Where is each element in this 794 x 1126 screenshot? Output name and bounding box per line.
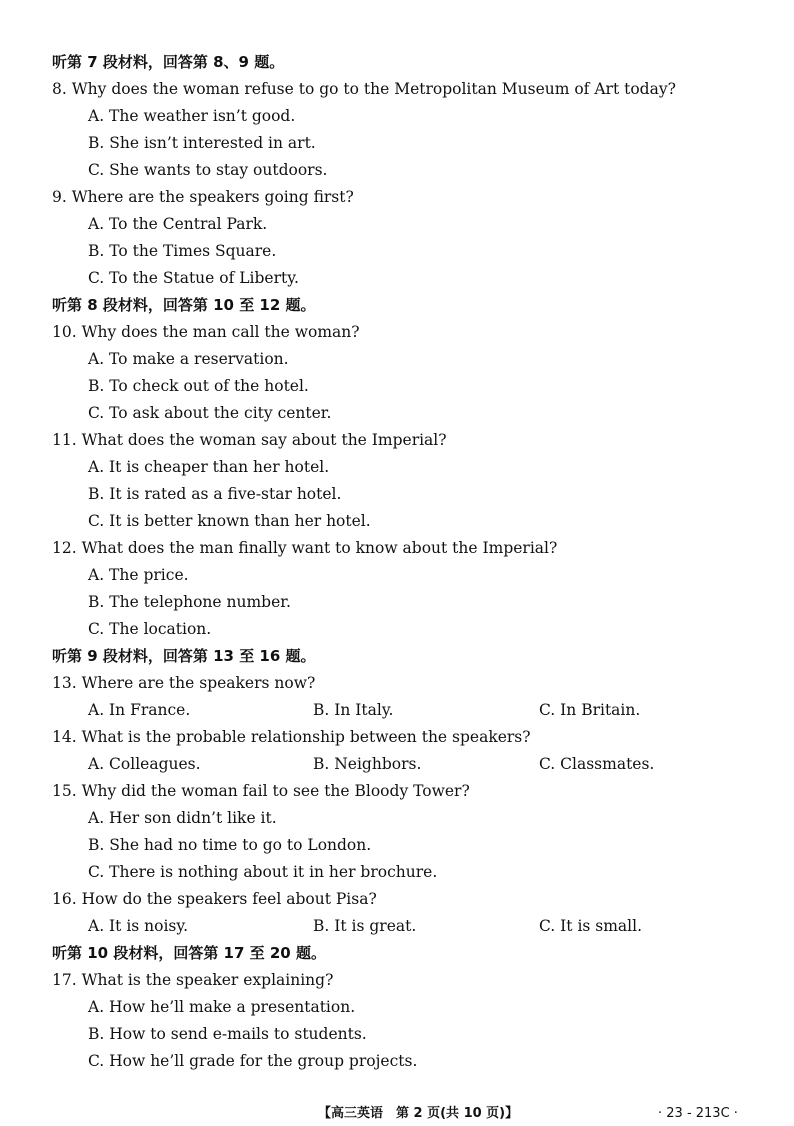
question-17-option-a: A. How he’ll make a presentation. — [88, 998, 356, 1016]
question-9-stem: 9. Where are the speakers going first? — [52, 188, 354, 206]
question-11-stem: 11. What does the woman say about the Imperial? — [52, 431, 447, 449]
question-9-option-b: B. To the Times Square. — [88, 242, 277, 260]
question-15-option-b: B. She had no time to go to London. — [88, 836, 372, 854]
section-heading-9: 听第 9 段材料，回答第 13 至 16 题。 — [52, 647, 316, 665]
question-10-stem: 10. Why does the man call the woman? — [52, 323, 360, 341]
question-10-option-b: B. To check out of the hotel. — [88, 377, 309, 395]
question-16-option-b: B. It is great. — [313, 917, 417, 935]
page-footer-code: · 23 - 213C · — [658, 1106, 738, 1121]
question-15-option-a: A. Her son didn’t like it. — [88, 809, 277, 827]
question-11-option-b: B. It is rated as a five-star hotel. — [88, 485, 342, 503]
question-8-option-b: B. She isn’t interested in art. — [88, 134, 316, 152]
section-heading-10: 听第 10 段材料，回答第 17 至 20 题。 — [52, 944, 326, 962]
question-9-option-a: A. To the Central Park. — [88, 215, 268, 233]
question-14-option-c: C. Classmates. — [539, 755, 655, 773]
question-16-stem: 16. How do the speakers feel about Pisa? — [52, 890, 377, 908]
question-17-stem: 17. What is the speaker explaining? — [52, 971, 334, 989]
question-8-option-a: A. The weather isn’t good. — [88, 107, 296, 125]
question-17-option-b: B. How to send e-mails to students. — [88, 1025, 367, 1043]
question-15-option-c: C. There is nothing about it in her brochure. — [88, 863, 438, 881]
question-8-stem: 8. Why does the woman refuse to go to the Metropolitan Museum of Art today? — [52, 80, 676, 98]
question-11-option-a: A. It is cheaper than her hotel. — [88, 458, 330, 476]
question-10-option-c: C. To ask about the city center. — [88, 404, 332, 422]
question-11-option-c: C. It is better known than her hotel. — [88, 512, 371, 530]
page-footer-label: 【高三英语 第 2 页(共 10 页)】 — [318, 1106, 519, 1121]
question-13-stem: 13. Where are the speakers now? — [52, 674, 316, 692]
question-13-option-c: C. In Britain. — [539, 701, 641, 719]
question-10-option-a: A. To make a reservation. — [88, 350, 289, 368]
question-12-option-c: C. The location. — [88, 620, 212, 638]
section-heading-7: 听第 7 段材料，回答第 8、9 题。 — [52, 53, 285, 71]
question-9-option-c: C. To the Statue of Liberty. — [88, 269, 299, 287]
question-14-option-a: A. Colleagues. — [88, 755, 201, 773]
question-16-option-c: C. It is small. — [539, 917, 643, 935]
question-17-option-c: C. How he’ll grade for the group projects. — [88, 1052, 418, 1070]
question-14-stem: 14. What is the probable relationship between the speakers? — [52, 728, 531, 746]
question-8-option-c: C. She wants to stay outdoors. — [88, 161, 328, 179]
question-13-option-b: B. In Italy. — [313, 701, 394, 719]
question-16-option-a: A. It is noisy. — [88, 917, 189, 935]
question-15-stem: 15. Why did the woman fail to see the Bloody Tower? — [52, 782, 470, 800]
question-12-option-a: A. The price. — [88, 566, 189, 584]
question-14-option-b: B. Neighbors. — [313, 755, 422, 773]
question-13-option-a: A. In France. — [88, 701, 191, 719]
question-12-stem: 12. What does the man finally want to know about the Imperial? — [52, 539, 558, 557]
question-12-option-b: B. The telephone number. — [88, 593, 291, 611]
section-heading-8: 听第 8 段材料，回答第 10 至 12 题。 — [52, 296, 316, 314]
